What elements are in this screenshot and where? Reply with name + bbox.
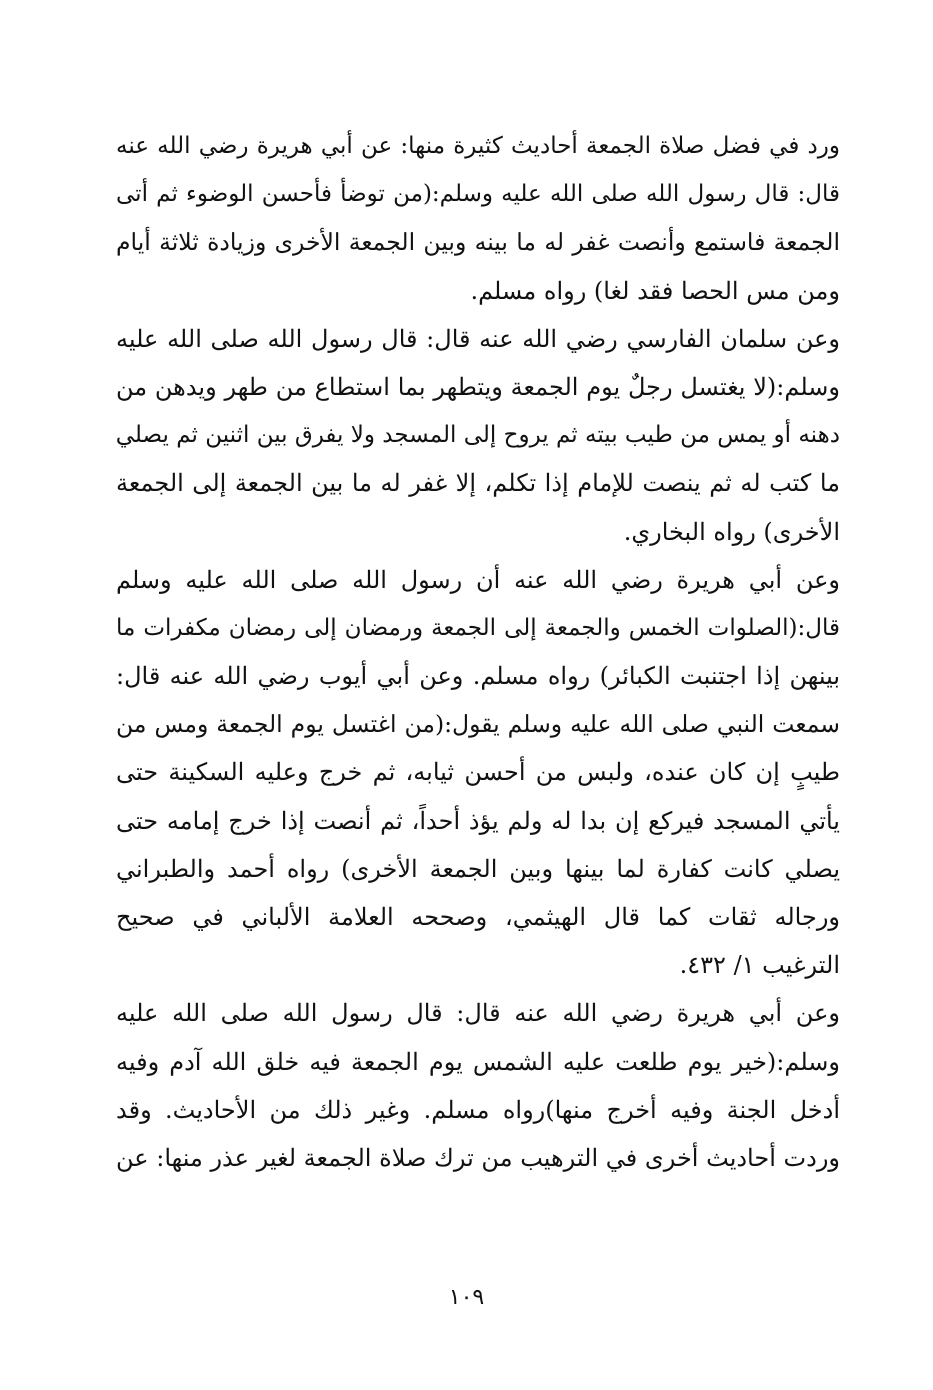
text-line: وسلم:(خير يوم طلعت عليه الشمس يوم الجمعة فيه خلق الله آدم وفيه [116, 1047, 840, 1076]
text-line: وردت أحاديث أخرى في الترهيب من ترك صلاة الجمعة لغير عذر منها: عن [116, 1143, 840, 1172]
page-number: ١٠٩ [448, 1285, 485, 1310]
text-line: ورجاله ثقات كما قال الهيثمي، وصححه العلامة الألباني في صحيح [116, 903, 840, 931]
text-line: بينهن إذا اجتنبت الكبائر) رواه مسلم. وعن أبي أيوب رضي الله عنه قال: [116, 662, 840, 691]
text-line: أدخل الجنة وفيه أخرج منها)رواه مسلم. وغير ذلك من الأحاديث. وقد [116, 1095, 840, 1124]
body-text [116, 122, 840, 1182]
text-line: يصلي كانت كفارة لما بينها وبين الجمعة الأخرى) رواه أحمد والطبراني [116, 854, 840, 883]
text-line: وسلم:(لا يغتسل رجلٌ يوم الجمعة ويتطهر بما استطاع من طهر ويدهن من [116, 372, 840, 401]
text-line: قال: قال رسول الله صلى الله عليه وسلم:(من توضأ فأحسن الوضوء ثم أتى [116, 181, 840, 208]
text-line: ما كتب له ثم ينصت للإمام إذا تكلم، إلا غفر له ما بين الجمعة إلى الجمعة [116, 469, 840, 498]
text-line: الجمعة فاستمع وأنصت غفر له ما بينه وبين الجمعة الأخرى وزيادة ثلاثة أيام [116, 228, 840, 257]
text-line: الترغيب ١/ ٤٣٢. [679, 951, 840, 980]
text-line: قال:(الصلوات الخمس والجمعة إلى الجمعة ورمضان إلى رمضان مكفرات ما [116, 614, 840, 641]
text-line: سمعت النبي صلى الله عليه وسلم يقول:(من اغتسل يوم الجمعة ومس من [116, 710, 840, 739]
text-line: يأتي المسجد فيركع إن بدا له ولم يؤذ أحداً، ثم أنصت إذا خرج إمامه حتى [116, 806, 840, 835]
text-line: وعن سلمان الفارسي رضي الله عنه قال: قال رسول الله صلى الله عليه [116, 324, 840, 353]
text-line: دهنه أو يمس من طيب بيته ثم يروح إلى المسجد ولا يفرق بين اثنين ثم يصلي [116, 422, 840, 449]
text-line: طيبٍ إن كان عنده، ولبس من أحسن ثيابه، ثم خرج وعليه السكينة حتى [116, 758, 840, 787]
text-line: ومن مس الحصا فقد لغا) رواه مسلم. [470, 276, 840, 305]
text-line: ورد في فضل صلاة الجمعة أحاديث كثيرة منها: عن أبي هريرة رضي الله عنه [116, 133, 840, 159]
text-line: وعن أبي هريرة رضي الله عنه أن رسول الله صلى الله عليه وسلم [116, 565, 840, 594]
text-line: الأخرى) رواه البخاري. [623, 517, 840, 546]
text-line: وعن أبي هريرة رضي الله عنه قال: قال رسول الله صلى الله عليه [116, 999, 840, 1028]
